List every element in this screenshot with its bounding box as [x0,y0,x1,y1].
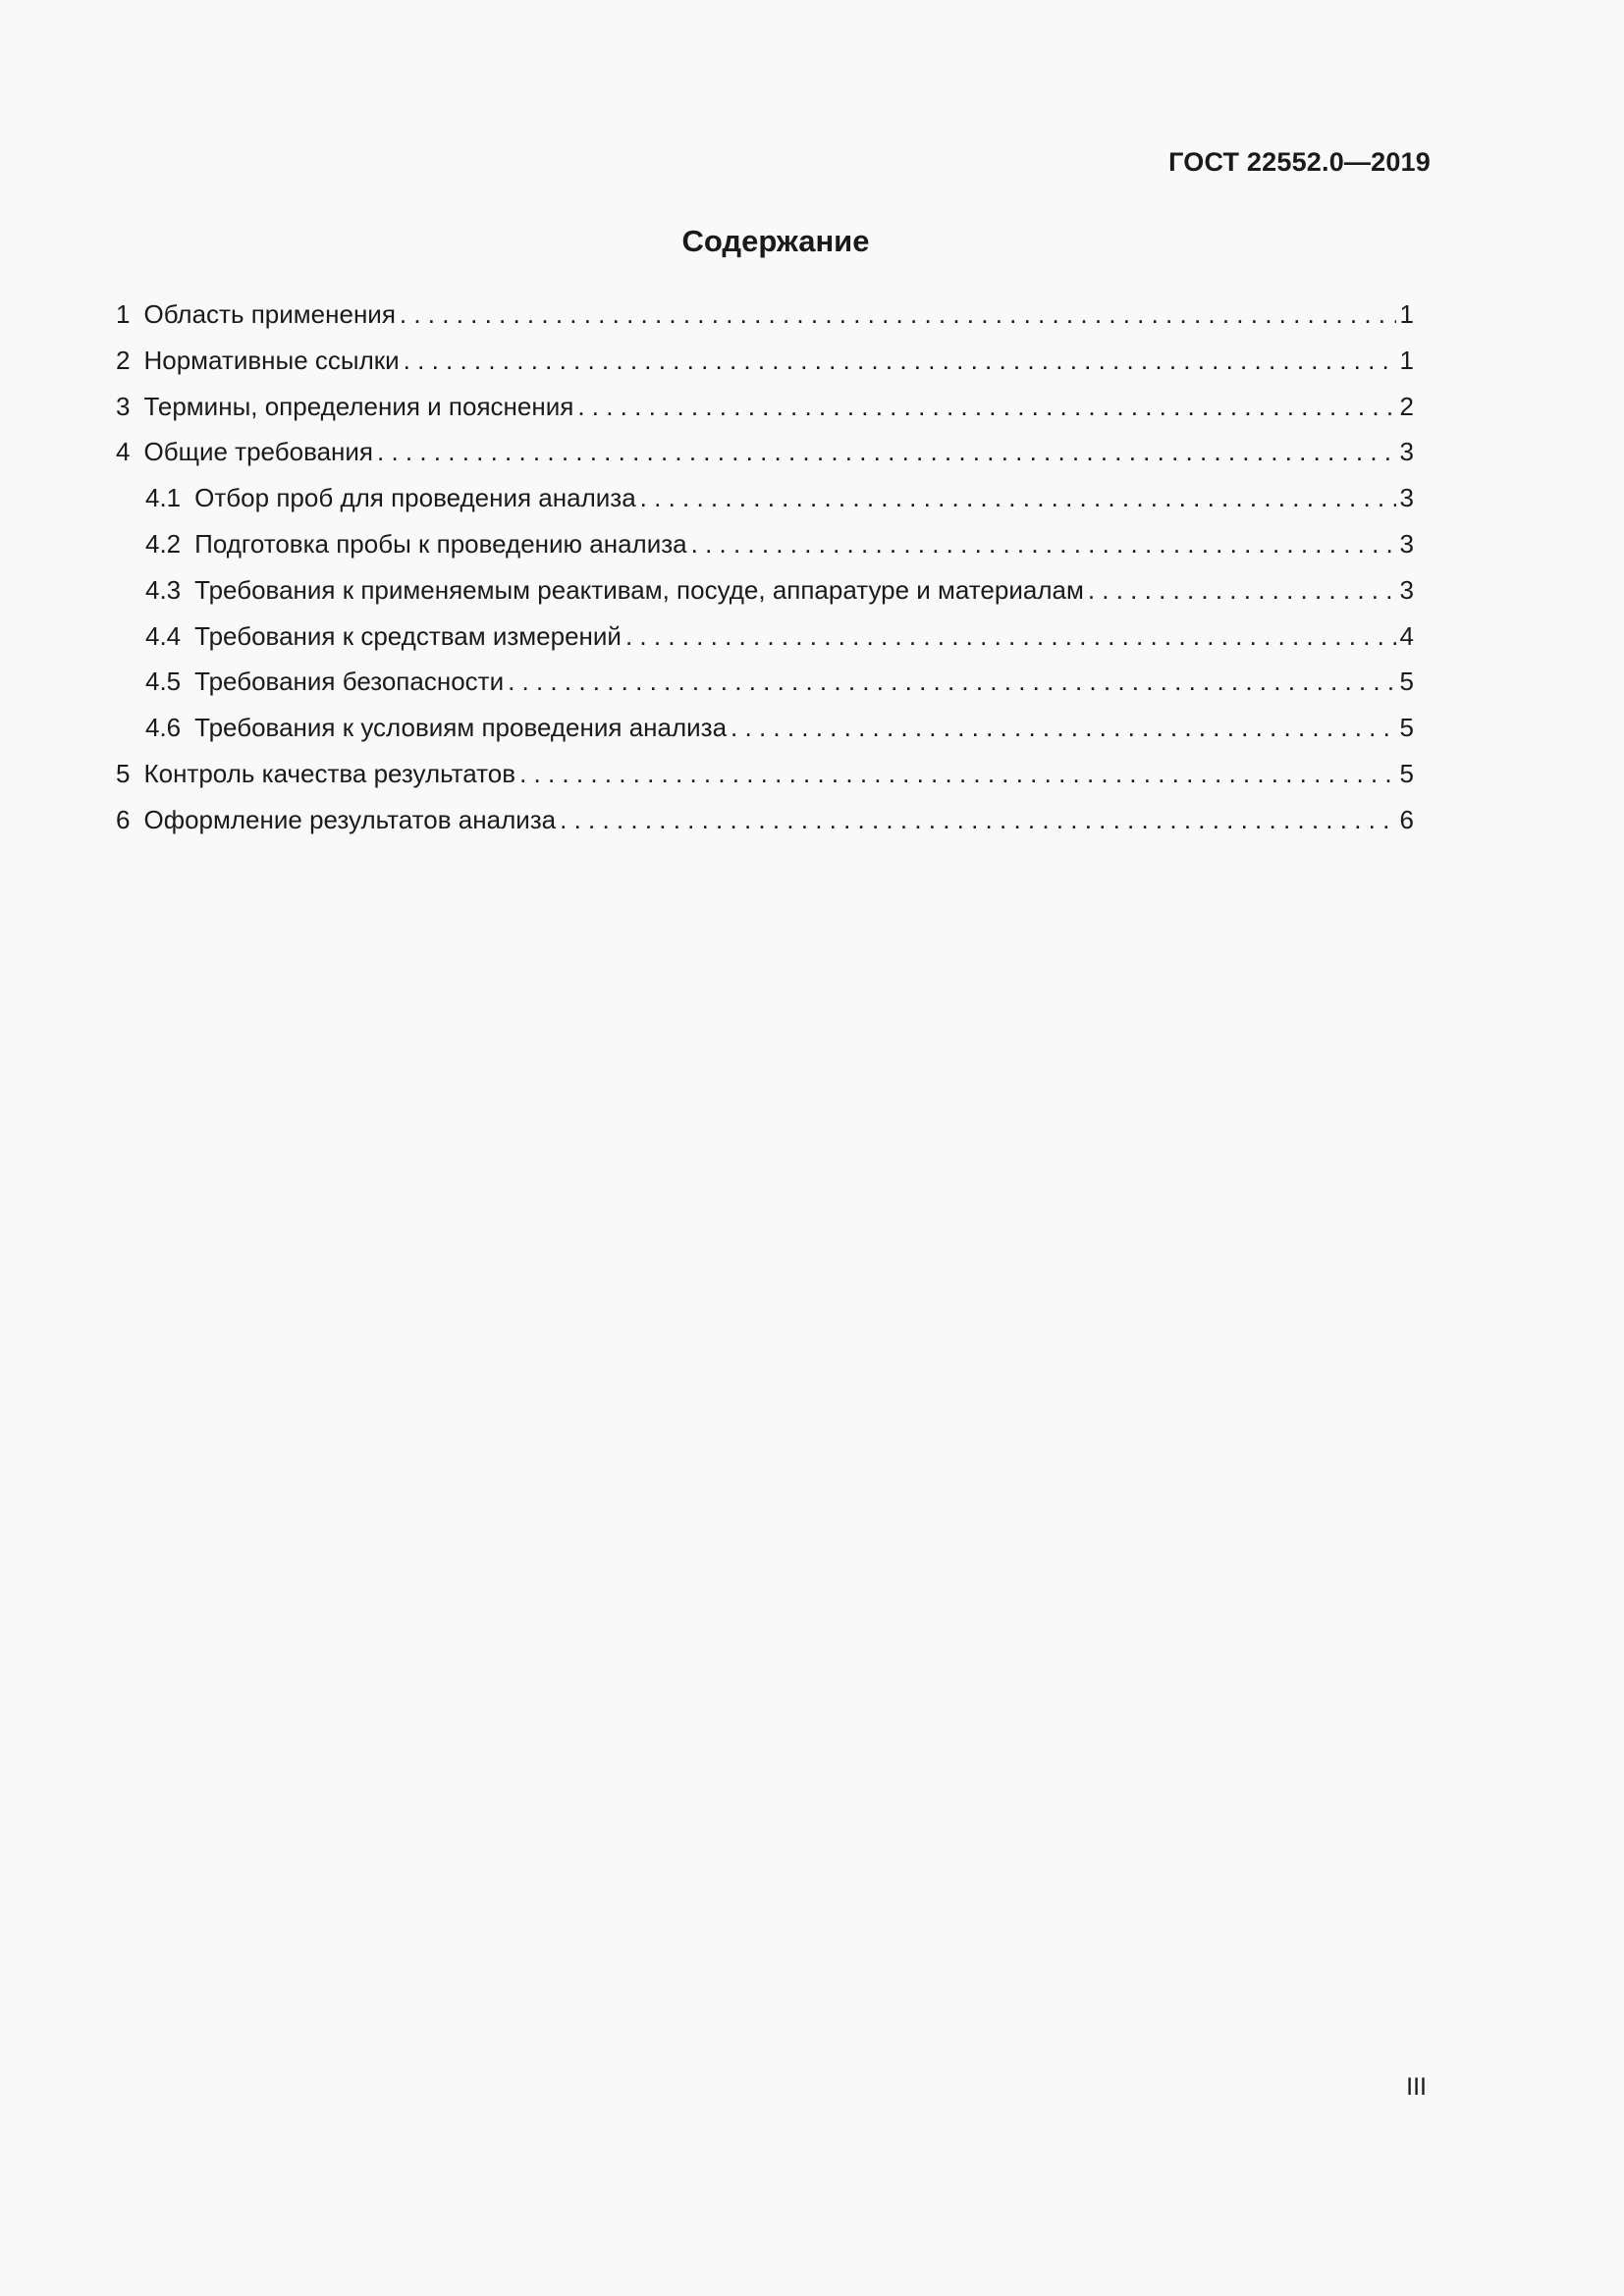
toc-item-text: Требования к применяемым реактивам, посуде, аппаратуре и материалам [194,574,1084,605]
toc-leader-dots [625,621,1396,652]
toc-item-number: 4.2 [145,528,182,559]
toc-item-page: 4 [1399,620,1414,651]
toc-item-text: Общие требования [143,437,374,467]
toc-item-number: 1 [116,299,131,329]
toc-item-number: 5 [116,758,131,788]
toc-item-page: 3 [1399,528,1414,559]
toc-item[interactable] [116,575,1414,621]
toc-leader-dots [404,346,1396,376]
toc-item-text: Область применения [143,299,396,329]
toc-leader-dots [691,529,1396,560]
toc-item[interactable] [116,713,1414,759]
toc-item[interactable] [116,299,1414,346]
standard-code: ГОСТ 22552.0—2019 [1168,147,1431,177]
toc-item-number: 4.6 [145,713,182,743]
toc-item[interactable] [116,621,1414,667]
table-of-contents [116,299,1414,851]
toc-item-page: 5 [1399,667,1414,697]
toc-item-page: 3 [1399,437,1414,467]
toc-item-page: 5 [1399,758,1414,788]
toc-item-page: 3 [1399,483,1414,513]
toc-leader-dots [560,805,1395,835]
toc-item-number: 4.4 [145,620,182,651]
toc-item[interactable] [116,759,1414,805]
toc-item-text: Требования безопасности [194,667,505,697]
toc-item-text: Термины, определения и пояснения [143,391,574,421]
toc-item[interactable] [116,667,1414,713]
toc-item-page: 2 [1399,391,1414,421]
toc-item-number: 2 [116,345,131,375]
toc-item-page: 6 [1399,804,1414,834]
toc-item-number: 4.1 [145,483,182,513]
toc-item-text: Требования к условиям проведения анализа [194,713,728,743]
toc-item-text: Нормативные ссылки [143,345,400,375]
toc-item-number: 3 [116,391,131,421]
toc-item[interactable] [116,483,1414,529]
toc-item[interactable] [116,529,1414,575]
toc-item-number: 6 [116,804,131,834]
toc-item-text: Оформление результатов анализа [143,804,557,834]
toc-leader-dots [1088,575,1396,606]
toc-leader-dots [577,392,1395,422]
toc-item-page: 5 [1399,713,1414,743]
toc-item-number: 4.3 [145,574,182,605]
toc-item[interactable] [116,437,1414,483]
toc-item-page: 1 [1399,299,1414,329]
toc-item-number: 4.5 [145,667,182,697]
toc-leader-dots [519,759,1395,789]
toc-item-text: Требования к средствам измерений [194,620,622,651]
toc-item[interactable] [116,392,1414,438]
toc-item-number: 4 [116,437,131,467]
toc-leader-dots [377,437,1396,467]
toc-item[interactable] [116,346,1414,392]
toc-title: Содержание [681,224,870,258]
toc-item-text: Отбор проб для проведения анализа [194,483,636,513]
toc-item[interactable] [116,805,1414,851]
toc-item-text: Контроль качества результатов [143,758,516,788]
toc-item-page: 1 [1399,345,1414,375]
toc-leader-dots [508,667,1395,697]
toc-item-page: 3 [1399,574,1414,605]
page-number: III [1406,2073,1427,2101]
toc-leader-dots [640,483,1396,513]
toc-item-text: Подготовка пробы к проведению анализа [194,528,687,559]
toc-leader-dots [731,713,1395,743]
toc-leader-dots [400,299,1396,330]
